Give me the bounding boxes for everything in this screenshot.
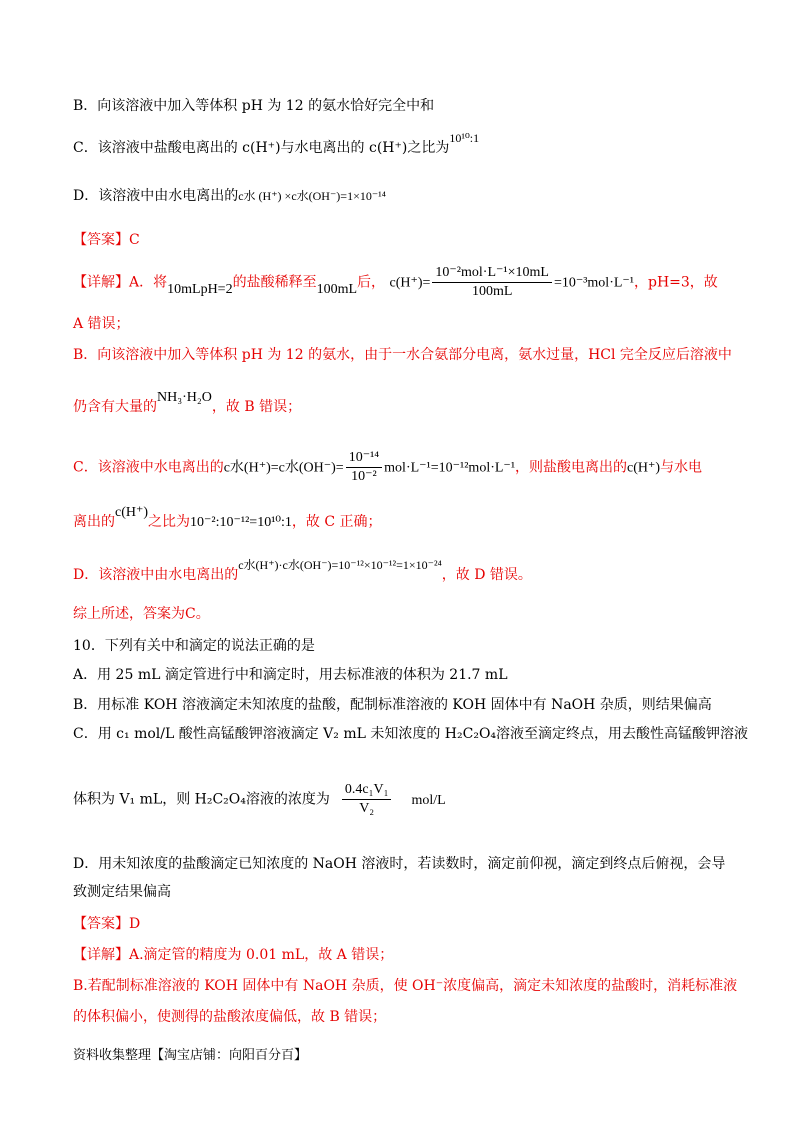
detail-c-result: mol·L⁻¹=10⁻¹²mol·L⁻¹: [384, 460, 516, 476]
detail-c-fraction: $\frac{\text{10⁻¹⁴}}{\text{10⁻²}}$: [346, 450, 382, 485]
explain-a: 【详解】A.滴定管的精度为 0.01 mL，故 A 错误；: [73, 947, 394, 963]
detail-a-ph: ，pH=3，故: [634, 274, 718, 291]
question-10: 10．下列有关中和滴定的说法正确的是: [73, 638, 315, 654]
option-d-expr: c水 (H⁺) ×c水(OH⁻)=1×10⁻¹⁴: [238, 189, 386, 203]
detail-a-label: 【详解】A．将: [73, 274, 168, 291]
detail-c-line2: 离出的c(H⁺)之比为10⁻²:10⁻¹²=10¹⁰:1，故 C 正确；: [73, 505, 382, 530]
detail-b-text: 仍含有大量的: [73, 399, 157, 415]
detail-d-end: ，故 D 错误。: [441, 567, 532, 583]
detail-b: B．向该溶液中加入等体积 pH 为 12 的氨水，由于一水合氨部分电离，氨水过量，HCl 完全反应后溶液中: [73, 347, 732, 363]
option-d: [73, 186, 386, 206]
option-d-text: D．该溶液中由水电离出的: [73, 188, 239, 204]
question-10-c-line2: [73, 782, 446, 817]
detail-a-text2: 后，: [357, 274, 386, 291]
option-b: B．向该溶液中加入等体积 pH 为 12 的氨水恰好完全中和: [73, 98, 435, 114]
question-10-c: C．用 c₁ mol/L 酸性高锰酸钾溶液滴定 V₂ mL 未知浓度的 H₂C₂O₄溶液至滴定终点，用去酸性高锰酸钾溶液: [73, 726, 749, 742]
question-10-b: B．用标准 KOH 溶液滴定未知浓度的盐酸，配制标准溶液的 KOH 固体中有 NaOH 杂质，则结果偏高: [73, 697, 712, 713]
q10c2-fraction: $\frac{\text{0.4c₁V₁}}{\text{V₂}}$: [342, 782, 392, 817]
detail-c-text: C．该溶液中水电离出的: [73, 459, 224, 476]
option-c-text: C．该溶液中盐酸电离出的 c(H⁺)与水电离出的 c(H⁺)之比为: [73, 140, 450, 156]
detail-a: 【详解】A．将10mLpH=2的盐酸稀释至100mL后， c(H⁺)= $\frac{\text{10⁻²mol·L⁻¹×10mL}}{100mL}$ =10⁻³mol·L⁻¹，pH=3，故: [73, 265, 718, 299]
detail-c-text3: 与水电: [660, 459, 703, 476]
detail-a-text: 的盐酸稀释至: [232, 274, 317, 291]
q10c2-unit: mol/L: [411, 792, 446, 808]
answer-1: 【答案】C: [73, 232, 140, 248]
detail-c-text2: ，则盐酸电离出的: [515, 459, 628, 476]
answer-2: 【答案】D: [73, 916, 141, 932]
detail-c2-text: 离出的: [73, 514, 115, 530]
detail-c2-ratio: 10⁻²:10⁻¹²=10¹⁰:1: [190, 515, 292, 530]
detail-c: C．该溶液中水电离出的c水(H⁺)=c水(OH⁻)= $\frac{\text{10⁻¹⁴}}{\text{10⁻²}}$ mol·L⁻¹=10⁻¹²mol·L⁻¹，则盐酸电离出的c(H⁺)与水电: [73, 450, 703, 484]
detail-d: [73, 558, 532, 585]
q10c2-text: 体积为 V₁ mL，则 H₂C₂O₄溶液的浓度为: [73, 791, 330, 808]
explain-b: B.若配制标准溶液的 KOH 固体中有 NaOH 杂质，使 OH⁻浓度偏高，滴定未知浓度的盐酸时，消耗标准液: [73, 978, 738, 994]
question-10-a: A．用 25 mL 滴定管进行中和滴定时，用去标准液的体积为 21.7 mL: [73, 667, 508, 683]
detail-a-result: =10⁻³mol·L⁻¹: [553, 275, 634, 291]
option-c: [73, 131, 480, 158]
detail-c2-end: ，故 C 正确；: [291, 514, 382, 530]
detail-a-expr2: 100mL: [316, 281, 358, 297]
question-10-d: D．用未知浓度的盐酸滴定已知浓度的 NaOH 溶液时，若读数时，滴定前仰视，滴定到终点后俯视，会导: [73, 856, 726, 872]
explain-b-line2: 的体积偏小，使测得的盐酸浓度偏低，故 B 错误；: [73, 1009, 387, 1025]
detail-b-formula: NH₃·H₂O: [157, 390, 212, 405]
detail-a-fraction: $\frac{\text{10⁻²mol·L⁻¹×10mL}}{100mL}$: [432, 265, 552, 300]
option-c-ratio: 10¹⁰:1: [449, 131, 480, 145]
detail-a-expr1: 10mLpH=2: [167, 281, 233, 297]
detail-d-text: D．该溶液中由水电离出的: [73, 567, 239, 583]
footer: 资料收集整理【淘宝店铺：向阳百分百】: [73, 1048, 308, 1063]
detail-b-line2: [73, 390, 302, 418]
detail-c2-text2: 之比为: [148, 514, 191, 530]
summary: 综上所述，答案为C。: [73, 606, 210, 622]
detail-a-line2: A 错误；: [73, 316, 130, 332]
detail-b-end: ，故 B 错误；: [211, 399, 302, 415]
detail-d-expr: c水(H⁺)·c水(OH⁻)=10⁻¹²×10⁻¹²=1×10⁻²⁴: [238, 558, 442, 572]
question-10-d-line2: 致测定结果偏高: [73, 884, 171, 900]
